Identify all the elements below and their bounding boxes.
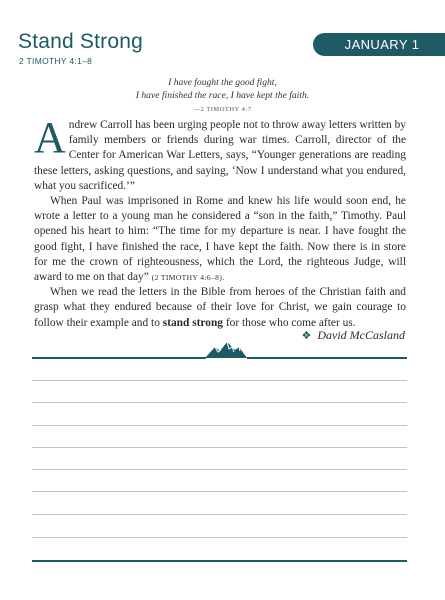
key-verse-line-2: I have finished the race, I have kept the faith. (135, 90, 310, 101)
note-line (32, 491, 407, 492)
paragraph-3 (34, 285, 406, 331)
mountain-icon (205, 341, 247, 359)
paragraph-1 (34, 113, 406, 194)
note-line (32, 469, 407, 470)
date-tab: JANUARY 1 (313, 33, 445, 56)
paragraph-1-text: ndrew Carroll has been urging people not to throw away letters written by family members or friends during war times. Carroll, director of the Center for American War Letters, says, “Younger generations are reading these letters, asking questions, and saying, ‘Now I understand what you endured, what you sacrificed.’” (34, 119, 406, 192)
note-line (32, 380, 407, 381)
note-line (32, 447, 407, 448)
note-line (32, 514, 407, 515)
paragraph-3-emphasis: stand strong (162, 316, 224, 329)
drop-cap: A (34, 113, 66, 162)
scripture-reference: 2 TIMOTHY 4:1–8 (19, 56, 93, 66)
bottom-rule (32, 560, 407, 562)
key-verse-line-1: I have fought the good fight, (168, 77, 277, 88)
key-verse-citation: —2 TIMOTHY 4:7 (193, 106, 252, 113)
devotional-title: Stand Strong (18, 30, 143, 53)
divider-right (247, 357, 407, 359)
paragraph-2-text: When Paul was imprisoned in Rome and knew his life would soon end, he wrote a letter to a young man he considered a “son in the faith,” Timothy. Paul opened his heart to him: “The time for my departure is near. I have fought the good fight, I have finished the race, I have kept the faith. Now there is in store for me the crown of righteousness, which the Lord, the righteous Judge, will award to me on that day” (34, 195, 406, 284)
note-line (32, 537, 407, 538)
note-line (32, 425, 407, 426)
diamond-ornament-icon: ❖ (301, 330, 312, 342)
key-verse (0, 76, 445, 102)
paragraph-3-text-after: for those who come after us. (225, 316, 356, 329)
divider-left (32, 357, 206, 359)
note-line (32, 402, 407, 403)
author-name: David McCasland (317, 328, 405, 342)
paragraph-3-text-before: When we read the letters in the Bible from heroes of the Christian faith and grasp what they endured because of their love for Christ, we gain courage to follow their example and to (34, 286, 406, 329)
paragraph-2-citation: (2 TIMOTHY 4:6–8). (151, 273, 225, 283)
author-line (301, 328, 405, 343)
paragraph-2 (34, 194, 406, 285)
devotional-body (34, 113, 406, 331)
